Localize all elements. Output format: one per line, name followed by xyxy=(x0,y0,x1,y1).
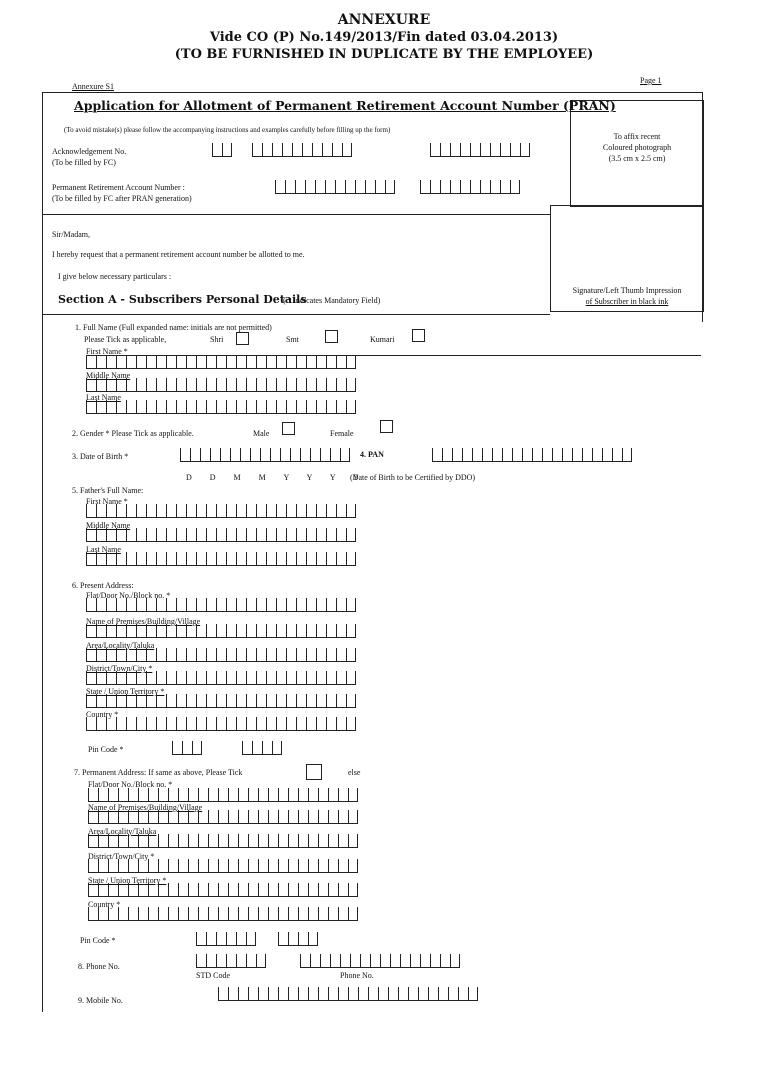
present-area-input[interactable] xyxy=(86,648,356,662)
kumari-label: Kumari xyxy=(370,335,395,344)
form-left-border xyxy=(42,92,43,1012)
photo-box xyxy=(570,100,704,207)
smt-label: Smt xyxy=(286,335,299,344)
photo-text-2: Coloured photograph xyxy=(602,143,672,152)
male-checkbox[interactable] xyxy=(282,422,295,435)
permanent-flat-label: Flat/Door No./Block no. * xyxy=(88,780,173,789)
permanent-country-label: Country * xyxy=(88,900,121,909)
present-pin-input[interactable] xyxy=(172,741,202,755)
signature-text-1: Signature/Left Thumb Impression xyxy=(572,286,682,295)
pran-input-2[interactable] xyxy=(420,180,520,194)
middle-name-label: Middle Name xyxy=(86,371,131,380)
acknowledgement-label: Acknowledgement No. xyxy=(52,147,127,156)
full-name-label: 1. Full Name (Full expanded name: initials are not permitted) xyxy=(75,323,272,332)
permanent-district-input[interactable] xyxy=(88,859,358,873)
permanent-area-input[interactable] xyxy=(88,834,358,848)
father-first-label: First Name * xyxy=(86,497,128,506)
present-flat-label: Flat/Door No./Block no. * xyxy=(86,591,171,600)
form-top-border xyxy=(42,92,702,93)
phone-number-input[interactable] xyxy=(300,954,460,968)
permanent-state-label: State / Union Territory * xyxy=(88,876,167,885)
permanent-flat-input[interactable] xyxy=(88,788,358,802)
permanent-premises-input[interactable] xyxy=(88,810,358,824)
mandatory-note: ( * indicates Mandatory Field) xyxy=(283,296,381,305)
section-a-heading: Section A - Subscribers Personal Details xyxy=(58,293,307,306)
dob-input[interactable] xyxy=(180,448,350,462)
dob-certify-note: (Date of Birth to be Certified by DDO) xyxy=(350,473,476,482)
present-district-input[interactable] xyxy=(86,671,356,685)
else-label: else xyxy=(348,768,361,777)
first-name-label: First Name * xyxy=(86,347,128,356)
pran-input[interactable] xyxy=(275,180,395,194)
father-name-label: 5. Father's Full Name: xyxy=(72,486,144,495)
furnish-instruction: (TO BE FURNISHED IN DUPLICATE BY THE EMPLOYEE) xyxy=(174,47,594,62)
form-title: Application for Allotment of Permanent Retirement Account Number (PRAN) xyxy=(74,98,616,113)
photo-text-1: To affix recent xyxy=(613,132,661,141)
male-label: Male xyxy=(253,429,270,438)
acknowledgement-input-2[interactable] xyxy=(252,143,352,157)
smt-checkbox[interactable] xyxy=(325,330,338,343)
acknowledgement-input[interactable] xyxy=(212,143,232,157)
salutation: Sir/Madam, xyxy=(52,230,90,239)
father-last-input[interactable] xyxy=(86,552,356,566)
acknowledgement-sub: (To be filled by FC) xyxy=(52,158,116,167)
std-code-label: STD Code xyxy=(196,971,230,980)
present-premises-label: Name of Premises/Building/Village xyxy=(86,617,201,626)
first-name-input[interactable] xyxy=(86,355,356,369)
signature-box xyxy=(550,205,704,312)
female-checkbox[interactable] xyxy=(380,420,393,433)
permanent-address-label: 7. Permanent Address: If same as above, Please Tick xyxy=(74,768,243,777)
std-code-input[interactable] xyxy=(196,954,266,968)
annexure-label: Annexure S1 xyxy=(72,82,114,91)
signature-text-2: of Subscriber in black ink xyxy=(585,297,669,306)
date-format-letters: D D M M Y Y Y Y xyxy=(186,473,359,482)
request-text: I hereby request that a permanent retirement account number be allotted to me. xyxy=(52,250,305,259)
pran-divider xyxy=(42,214,550,215)
form-instruction: (To avoid mistake(s) please follow the accompanying instructions and examples carefully before filling up the form) xyxy=(64,126,391,134)
permanent-state-input[interactable] xyxy=(88,883,358,897)
present-country-label: Country * xyxy=(86,710,119,719)
shri-label: Shri xyxy=(210,335,224,344)
permanent-premises-label: Name of Premises/Building/Village xyxy=(88,803,203,812)
present-country-input[interactable] xyxy=(86,717,356,731)
section-a-divider xyxy=(42,314,550,315)
permanent-area-label: Area/Locality/Taluka xyxy=(88,827,157,836)
father-middle-label: Middle Name xyxy=(86,521,131,530)
particulars-text: I give below necessary particulars : xyxy=(58,272,172,281)
phone-number-label: Phone No. xyxy=(340,971,374,980)
present-flat-input[interactable] xyxy=(86,598,356,612)
tick-label: Please Tick as applicable, xyxy=(84,335,167,344)
father-middle-input[interactable] xyxy=(86,528,356,542)
present-premises-input[interactable] xyxy=(86,624,356,638)
shri-checkbox[interactable] xyxy=(236,332,249,345)
father-first-input[interactable] xyxy=(86,504,356,518)
mobile-input[interactable] xyxy=(218,987,478,1001)
pan-label: 4. PAN xyxy=(360,450,384,459)
acknowledgement-input-3[interactable] xyxy=(430,143,530,157)
pan-input[interactable] xyxy=(432,448,632,462)
gender-label: 2. Gender * Please Tick as applicable. xyxy=(72,429,194,438)
present-state-label: State / Union Territory * xyxy=(86,687,165,696)
last-name-input[interactable] xyxy=(86,400,356,414)
permanent-country-input[interactable] xyxy=(88,907,358,921)
pran-sub: (To be filled by FC after PRAN generation) xyxy=(52,194,192,203)
middle-name-input[interactable] xyxy=(86,378,356,392)
circular-reference: Vide CO (P) No.149/2013/Fin dated 03.04.2013) xyxy=(209,30,559,45)
same-address-checkbox[interactable] xyxy=(306,764,322,780)
present-state-input[interactable] xyxy=(86,694,356,708)
permanent-district-label: District/Town/City * xyxy=(88,852,155,861)
kumari-checkbox[interactable] xyxy=(412,329,425,342)
pran-label: Permanent Retirement Account Number : xyxy=(52,183,185,192)
annexure-heading: ANNEXURE xyxy=(337,12,431,28)
permanent-pin-input-2[interactable] xyxy=(278,932,318,946)
present-pin-input-2[interactable] xyxy=(242,741,282,755)
page-label: Page 1 xyxy=(640,76,662,85)
present-area-label: Area/Locality/Taluka xyxy=(86,641,155,650)
permanent-pin-input[interactable] xyxy=(196,932,256,946)
last-name-label: Last Name xyxy=(86,393,121,402)
permanent-pin-label: Pin Code * xyxy=(80,936,116,945)
present-pin-label: Pin Code * xyxy=(88,745,124,754)
present-district-label: District/Town/City * xyxy=(86,664,153,673)
mobile-label: 9. Mobile No. xyxy=(78,996,123,1005)
father-last-label: Last Name xyxy=(86,545,121,554)
female-label: Female xyxy=(330,429,354,438)
phone-label: 8. Phone No. xyxy=(78,962,120,971)
dob-label: 3. Date of Birth * xyxy=(72,452,129,461)
present-address-label: 6. Present Address: xyxy=(72,581,134,590)
photo-text-3: (3.5 cm x 2.5 cm) xyxy=(608,154,666,163)
